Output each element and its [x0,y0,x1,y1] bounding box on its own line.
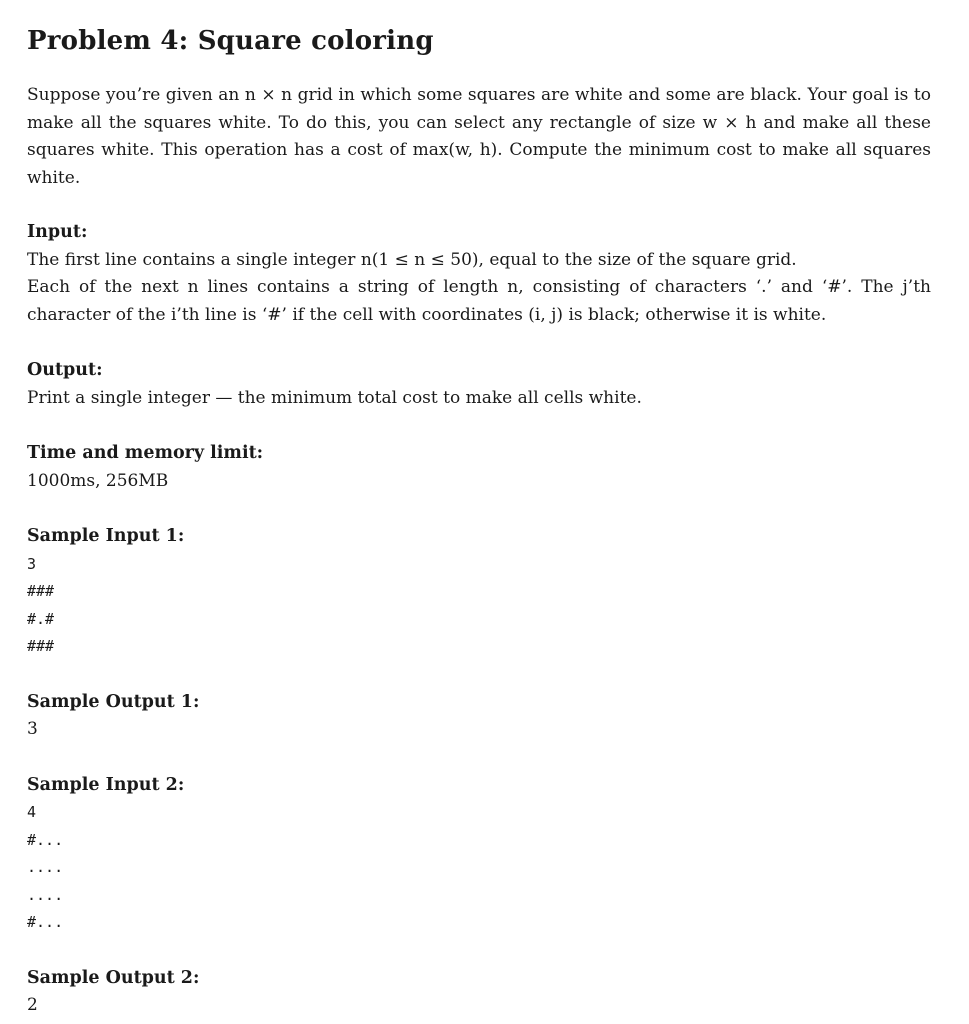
sample-input-2-line: 4 [27,803,37,821]
input-line-2: Each of the next n lines contains a string of length n, consisting of characters ‘.’ and ‘#’. The j’th character of the i’th line is ‘#’ if the cell with coordinates (i, j) is black; otherwise it is white. [27,277,931,325]
sample-output-1-text: 3 [27,719,38,739]
input-section [27,219,931,329]
output-section [27,357,931,412]
input-line-1: The first line contains a single integer n(1 ≤ n ≤ 50), equal to the size of the square grid. [27,249,797,270]
sample-output-2-heading: Sample Output 2: [27,967,200,988]
sample-input-2-line: .... [27,885,64,904]
input-heading: Input: [27,222,88,242]
limits-section [27,440,931,495]
sample-input-2-section [27,772,931,937]
limits-heading: Time and memory limit: [27,443,264,463]
limits-text: 1000ms, 256MB [27,470,169,491]
sample-input-2-line: #... [27,830,64,849]
sample-input-2-line: .... [27,858,64,876]
sample-output-1-section [27,689,931,744]
problem-title: Problem 4: Square coloring [27,26,434,56]
sample-input-2-heading: Sample Input 2: [27,774,185,795]
sample-output-1-heading: Sample Output 1: [27,691,200,712]
output-text: Print a single integer — the minimum total cost to make all cells white. [27,387,642,408]
problem-statement: Suppose you’re given an n × n grid in which some squares are white and some are black. Your goal is to make all the squares white. To do this, you can select any rectangle of size w × h and make all these squares white. This operation has a cost of max(w, h). Compute the minimum cost to make all squares white. [27,85,931,188]
sample-input-1-line: ### [27,637,55,655]
sample-input-1-heading: Sample Input 1: [27,526,185,546]
sample-input-1-line: #.# [27,609,55,628]
sample-input-1-section [27,523,931,661]
sample-input-2-line: #... [27,913,64,931]
sample-input-1-line: ### [27,582,55,600]
sample-input-1-line: 3 [27,554,37,573]
sample-output-2-section [27,965,931,1020]
output-heading: Output: [27,360,103,380]
sample-output-2-text: 2 [27,995,38,1015]
